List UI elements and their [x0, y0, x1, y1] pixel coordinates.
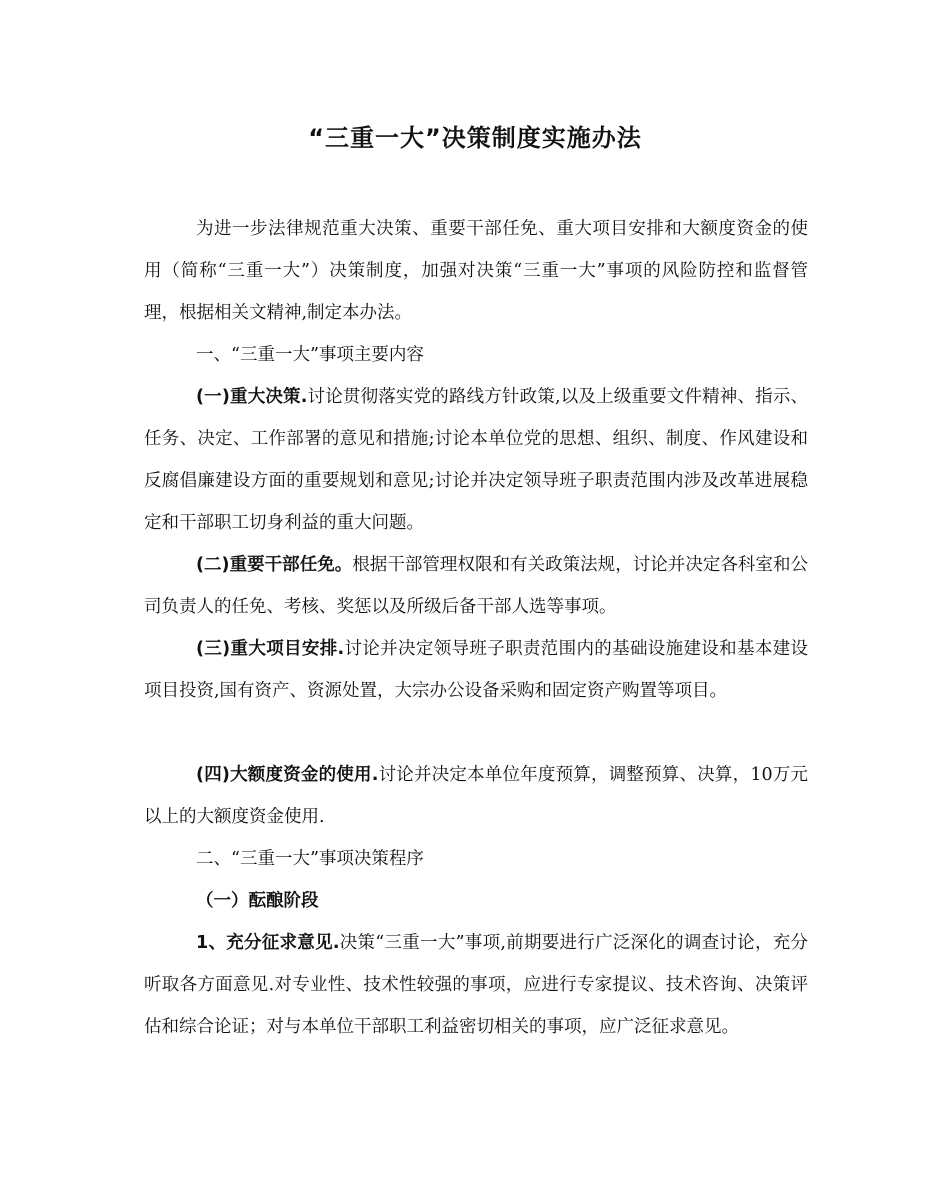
item-lead: (一)重大决策.: [196, 387, 308, 407]
document-title: “三重一大”决策制度实施办法: [308, 124, 642, 152]
subsection-heading-text: （一）酝酿阶段: [196, 891, 319, 911]
subsection-heading: [144, 880, 808, 922]
item-text: 讨论贯彻落实党的路线方针政策,以及上级重要文件精神、指示、任务、决定、工作部署的意见和措施;讨论本单位党的思想、组织、制度、作风建设和反腐倡廉建设方面的重要规划和意见;讨论并决定领导班子职责范围内涉及改革进展稳定和干部职工切身利益的重大问题。: [144, 387, 808, 533]
item-text: 根据干部管理权限和有关政策法规，讨论并决定各科室和公司负责人的任免、考核、奖惩以及所级后备干部人选等事项。: [144, 555, 808, 617]
point-text: 决策“三重一大”事项,前期要进行广泛深化的调查讨论，充分听取各方面意见.对专业性、技术性较强的事项，应进行专家提议、技术咨询、决策评估和综合论证；对与本单位干部职工利益密切相关的事项，应广泛征求意见。: [144, 933, 808, 1037]
item-paragraph: [144, 754, 808, 838]
item-text: 讨论并决定领导班子职责范围内的基础设施建设和基本建设项目投资,国有资产、资源处置，大宗办公设备采购和固定资产购置等项目。: [144, 639, 808, 701]
point-paragraph: [144, 922, 808, 1048]
section-heading: 二、“三重一大”事项决策程序: [196, 849, 424, 869]
intro-paragraph: 为进一步法律规范重大决策、重要干部任免、重大项目安排和大额度资金的使用（简称“三重一大”）决策制度，加强对决策“三重一大”事项的风险防控和监督管理，根据相关文精神,制定本办法。: [144, 219, 808, 323]
point-lead: 1、充分征求意见.: [196, 933, 340, 953]
item-paragraph: [144, 376, 808, 544]
item-paragraph: [144, 544, 808, 628]
item-lead: (二)重要干部任免。: [196, 555, 353, 575]
section-heading: 一、“三重一大”事项主要内容: [196, 345, 424, 365]
item-lead: (三)重大项目安排.: [196, 639, 345, 659]
item-text: 讨论并决定本单位年度预算，调整预算、决算，10万元以上的大额度资金使用.: [144, 765, 808, 827]
item-paragraph: [144, 628, 808, 712]
item-lead: (四)大额度资金的使用.: [196, 765, 379, 785]
